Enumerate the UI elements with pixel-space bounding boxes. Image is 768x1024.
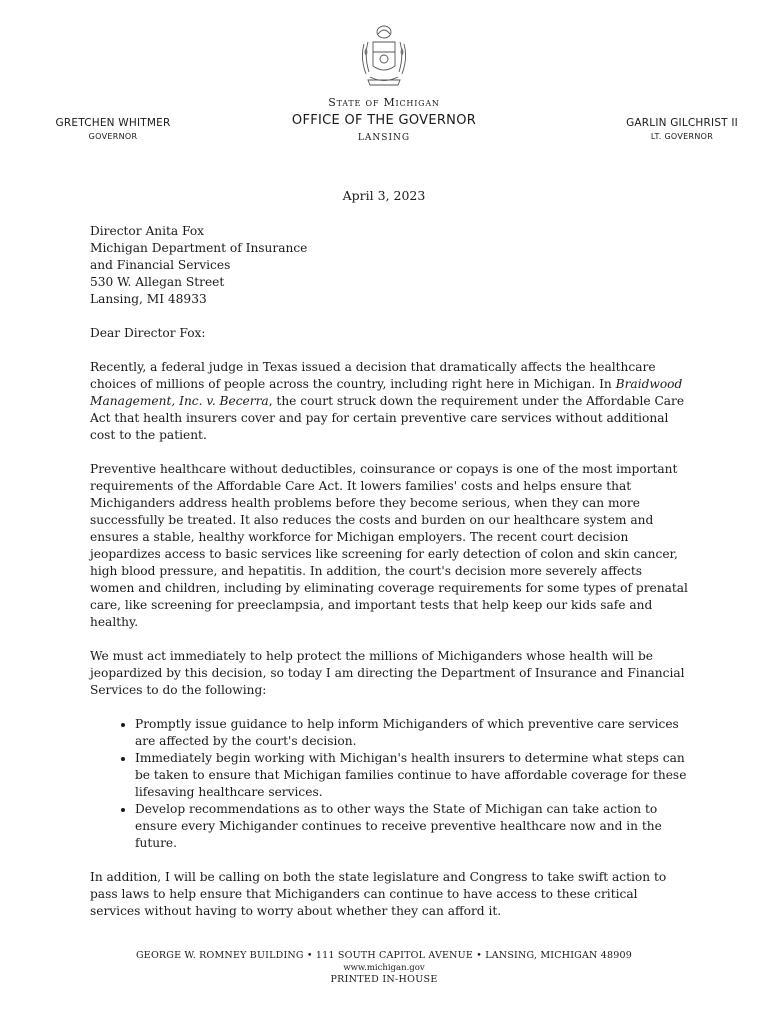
recipient-line: and Financial Services — [90, 258, 231, 272]
recipient-line: 530 W. Allegan Street — [90, 275, 225, 289]
letter-date: April 3, 2023 — [342, 188, 426, 203]
recipient-address — [90, 223, 690, 308]
office-name: OFFICE OF THE GOVERNOR — [291, 113, 477, 128]
lt-governor-title: LT. GOVERNOR — [650, 132, 714, 141]
directive-list — [90, 716, 690, 852]
lt-governor-block — [612, 117, 752, 141]
recipient-line: Michigan Department of Insurance — [90, 241, 308, 255]
governor-title: GOVERNOR — [88, 132, 138, 141]
paragraph-4: In addition, I will be calling on both the state legislature and Congress to take swift action to pass laws to help ensure that Michiganders can continue to have access to these critical services without having to worry about whether they can afford it. — [90, 870, 667, 918]
state-seal-icon — [356, 22, 412, 90]
paragraph-3: We must act immediately to help protect the millions of Michiganders whose health will be jeopardized by this decision, so today I am directing the Department of Insurance and Financial Services to do the following: — [90, 649, 685, 697]
footer-printed: PRINTED IN-HOUSE — [330, 974, 438, 985]
letter-body — [90, 223, 690, 920]
paragraph-1: Recently, a federal judge in Texas issued a decision that dramatically affects the healthcare choices of millions of people across the country, including right here in Michigan. In Braidwood Management, Inc. v. Becerra, the court struck down the requirement under the Affordable Care Act that health insurers cover and pay for certain preventive care services without additional cost to the patient. — [90, 360, 685, 442]
recipient-line: Lansing, MI 48933 — [90, 292, 207, 306]
paragraph-2: Preventive healthcare without deductibles, coinsurance or copays is one of the most important requirements of the Affordable Care Act. It lowers families' costs and helps ensure that Michiganders address health problems before they become serious, when they can more successfully be treated. It also reduces the costs and burden on our healthcare system and ensures a stable, healthy workforce for Michigan employers. The recent court decision jeopardizes access to basic services like screening for early detection of colon and skin cancer, high blood pressure, and hepatitis. In addition, the court's decision more severely affects women and children, including by eliminating coverage requirements for some types of prenatal care, like screening for preeclampsia, and important tests that help keep our kids safe and healthy. — [90, 462, 688, 629]
footer — [0, 950, 768, 985]
state-name: State of Michigan — [328, 96, 440, 109]
list-item: • Promptly issue guidance to help inform Michiganders of which preventive care services are affected by the court's decision. — [135, 716, 690, 750]
letterhead-center — [234, 96, 534, 143]
footer-address: GEORGE W. ROMNEY BUILDING • 111 SOUTH CAPITOL AVENUE • LANSING, MICHIGAN 48909 — [136, 950, 632, 961]
governor-block — [38, 117, 188, 141]
governor-name: GRETCHEN WHITMER — [55, 117, 171, 129]
recipient-line: Director Anita Fox — [90, 224, 205, 238]
case-name: Braidwood Management, Inc. v. Becerra — [90, 377, 683, 408]
lt-governor-name: GARLIN GILCHRIST II — [626, 117, 738, 129]
salutation: Dear Director Fox: — [90, 326, 206, 340]
list-item: • Develop recommendations as to other ways the State of Michigan can take action to ensure every Michigander continues to receive preventive healthcare now and in the future. — [135, 801, 690, 852]
footer-website[interactable]: www.michigan.gov — [343, 963, 425, 973]
office-city: LANSING — [357, 133, 411, 143]
list-item: • Immediately begin working with Michigan's health insurers to determine what steps can be taken to ensure that Michigan families continue to have affordable coverage for these lifesaving healthcare services. — [135, 750, 690, 801]
